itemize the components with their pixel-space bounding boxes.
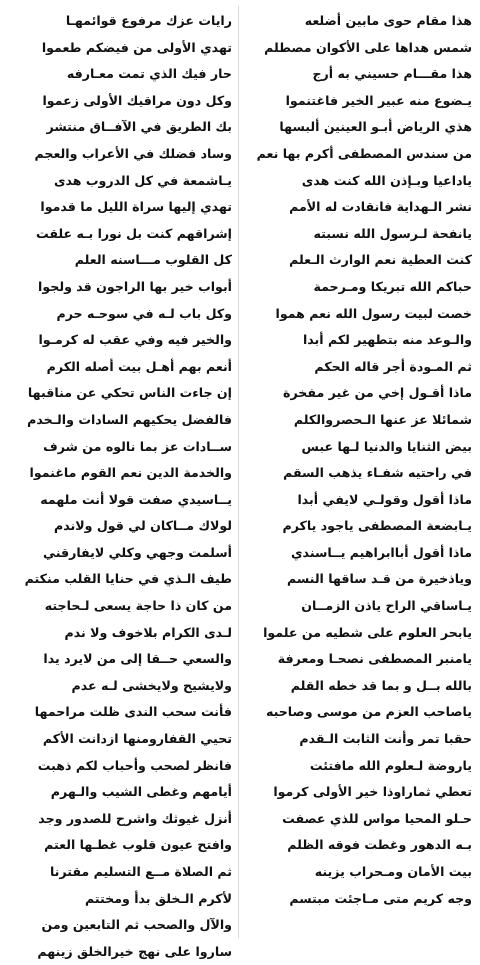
poem-verse: وجه كريم متى مـاجئت مبتسم bbox=[289, 890, 472, 906]
poem-verse: فالفضل يحكيهم السادات والـخدم bbox=[27, 411, 232, 427]
poem-verse: ياداعيا وبـإذن الله كنت هدى bbox=[301, 172, 472, 188]
poem-verse: يـاشمعة في كل الدروب هدى bbox=[53, 172, 232, 188]
poem-verse: بيض الثنايا والدنيا لـها عبس bbox=[301, 438, 472, 454]
poem-verse: خصت لبيت رسول الله نعم هموا bbox=[275, 305, 472, 321]
poem-verse: أبواب خير بها الراجون قد ولجوا bbox=[38, 278, 232, 294]
poem-verse: أنعم بهم أهـل بيت أصله الكرم bbox=[46, 358, 232, 374]
poem-verse: تعطي ثماراوذا خير الأولى كرموا bbox=[273, 784, 472, 800]
column-divider bbox=[238, 6, 239, 938]
poem-verse: ياروضة لـعلوم الله مافتئت bbox=[309, 757, 472, 773]
poem-verse: تهدي إليها سراة الليل ما قدموا bbox=[40, 199, 232, 215]
poem-verse: وياذخيرة من قـد ساقها النسم bbox=[286, 571, 472, 587]
poem-verse: يامنبر المصطفى نصحـا ومعرفة bbox=[277, 651, 472, 667]
poem-verse: بالله بــل و بما قد خطه القلم bbox=[290, 677, 472, 693]
poem-verse: لأكرم الـخلق بدأ ومختتم bbox=[84, 890, 232, 906]
poem-right-column bbox=[246, 8, 472, 912]
poem-verse: حار فيك الذي تمت معـارفه bbox=[66, 66, 232, 82]
poem-verse: والـوعد منه بتطهير لكم أبدا bbox=[302, 332, 472, 348]
poem-verse: أنزل غيوثك واشرح للصدور وجد bbox=[38, 810, 232, 826]
poem-verse: لولاك مــاكان لي قول ولاندم bbox=[54, 518, 232, 534]
poem-verse: ثم المـودة أجر قاله الحكم bbox=[314, 358, 472, 374]
poem-left-column bbox=[4, 8, 232, 965]
poem-verse: تهدي الأولى من فيضكم طعموا bbox=[41, 39, 232, 55]
poem-verse: يـاساقي الراح ياذن الزمــان bbox=[301, 598, 472, 614]
poem-verse: يــاسيدي صفت قولا أنت ملهمه bbox=[40, 491, 232, 507]
poem-verse: وافتح عيون قلوب غطـها العتم bbox=[44, 837, 232, 853]
poem-verse: بيت الأمان ومـحراب يزينه bbox=[314, 864, 472, 879]
poem-verse: والخير فيه وفي عقب له كرمـوا bbox=[38, 332, 232, 348]
poem-verse: من كان ذا حاجة يسعى لـحاجته bbox=[44, 598, 232, 614]
poem-verse: ماذا أقول وقولـي لايفي أبدا bbox=[297, 491, 472, 507]
poem-verse: من سندس المصطفى أكرم بها نعم bbox=[256, 145, 472, 161]
poem-verse: حباكم الله تبريكا ومـرحمة bbox=[313, 278, 472, 294]
poem-verse: ماذا أقول أباابراهيم يــاسندي bbox=[291, 544, 472, 560]
poem-verse: ماذا أقـول إخي من غير مفخرة bbox=[283, 385, 472, 401]
poem-verse: هذا مقـــام حسيني به أرج bbox=[312, 66, 472, 82]
poem-verse: والسعي حــقا إلى من لايرد يدا bbox=[43, 651, 232, 667]
poem-verse: هذي الرياض أبـو العينين ألبسها bbox=[279, 119, 472, 135]
poem-verse: يـابضعة المصطفى ياجود ياكرم bbox=[282, 518, 472, 534]
poem-verse: بـه الدهور وغطت فوقه الظلم bbox=[287, 837, 472, 853]
poem-verse: وكل باب لـه في سوحـه حرم bbox=[56, 305, 232, 321]
poem-verse: والخدمة الدين نعم القوم ماغنموا bbox=[29, 465, 232, 481]
poem-verse: في راحتيه شفـاء يذهب السقم bbox=[283, 465, 472, 481]
poem-verse: تحيي القفارومنها ازدانت الأكم bbox=[42, 731, 232, 747]
poem-verse: فأنت سحب الندى ظلت مراحمها bbox=[34, 704, 232, 720]
poem-verse: كل القلوب مـــاسنه العلم bbox=[74, 252, 232, 268]
poem-verse: ولايشيح ولايخشى لـه عدم bbox=[71, 677, 232, 693]
poem-verse: حـلو المحيا مواس للذي عصفت bbox=[282, 810, 472, 826]
poem-verse: يابحر العلوم على شطيه من علموا bbox=[263, 624, 472, 640]
poem-verse: نشر الـهداية فانقادت له الأمم bbox=[289, 199, 472, 215]
poem-verse: ساروا على نهج خيرالخلق زينهم bbox=[37, 943, 232, 959]
poem-verse: حقبا تمر وأنت الثابت الـقدم bbox=[299, 731, 472, 747]
poem-verse: أيامهم وغطى الشيب والـهرم bbox=[50, 784, 232, 800]
poem-verse: شمائلا عز عنها الـحصروالكلم bbox=[293, 411, 472, 427]
poem-verse: يانفحة لـرسول الله نسبته bbox=[313, 225, 472, 241]
poem-verse: والآل والصحب ثم التابعين ومن bbox=[41, 917, 232, 933]
poem-verse: إن جاءت الناس تحكي عن مناقبها bbox=[27, 385, 232, 401]
poem-verse: هذا مقام حوى مابين أضلعه bbox=[304, 13, 472, 28]
poem-verse: وساد فضلك في الأعراب والعجم bbox=[34, 145, 232, 161]
poem-verse: وكل دون مراقيك الأولى زعموا bbox=[42, 92, 232, 108]
poem-verse: ســادات عز بما نالوه من شرف bbox=[43, 438, 232, 454]
poem-verse: أسلمت وجهي وكلي لايفارقني bbox=[42, 544, 232, 560]
poem-verse: رايات عزك مرفوع قوائمهـا bbox=[65, 13, 232, 28]
poem-verse: طيف الـذي في حنايا القلب منكتم bbox=[24, 571, 232, 587]
poem-verse: ياصاحب العزم من موسى وصاحبه bbox=[265, 704, 472, 720]
poem-verse: كنت العطية نعم الوارث الـعلم bbox=[289, 252, 472, 268]
poem-verse: بك الطريق في الآفــاق منتشر bbox=[46, 119, 232, 135]
poem-verse: إشراقهم كنت بل نورا بـه علقت bbox=[36, 225, 232, 241]
poem-verse: ثم الصلاة مــع التسليم مقترنا bbox=[49, 864, 232, 879]
poem-verse: شمس هداها على الأكوان مصطلم bbox=[264, 39, 472, 55]
poem-verse: فانظر لصحب وأحباب لكم ذهبت bbox=[37, 757, 232, 773]
poem-verse: لـدى الكرام بلاخوف ولا ندم bbox=[64, 624, 232, 640]
poem-verse: يـضوع منه عبير الخير فاغتنموا bbox=[285, 92, 472, 108]
